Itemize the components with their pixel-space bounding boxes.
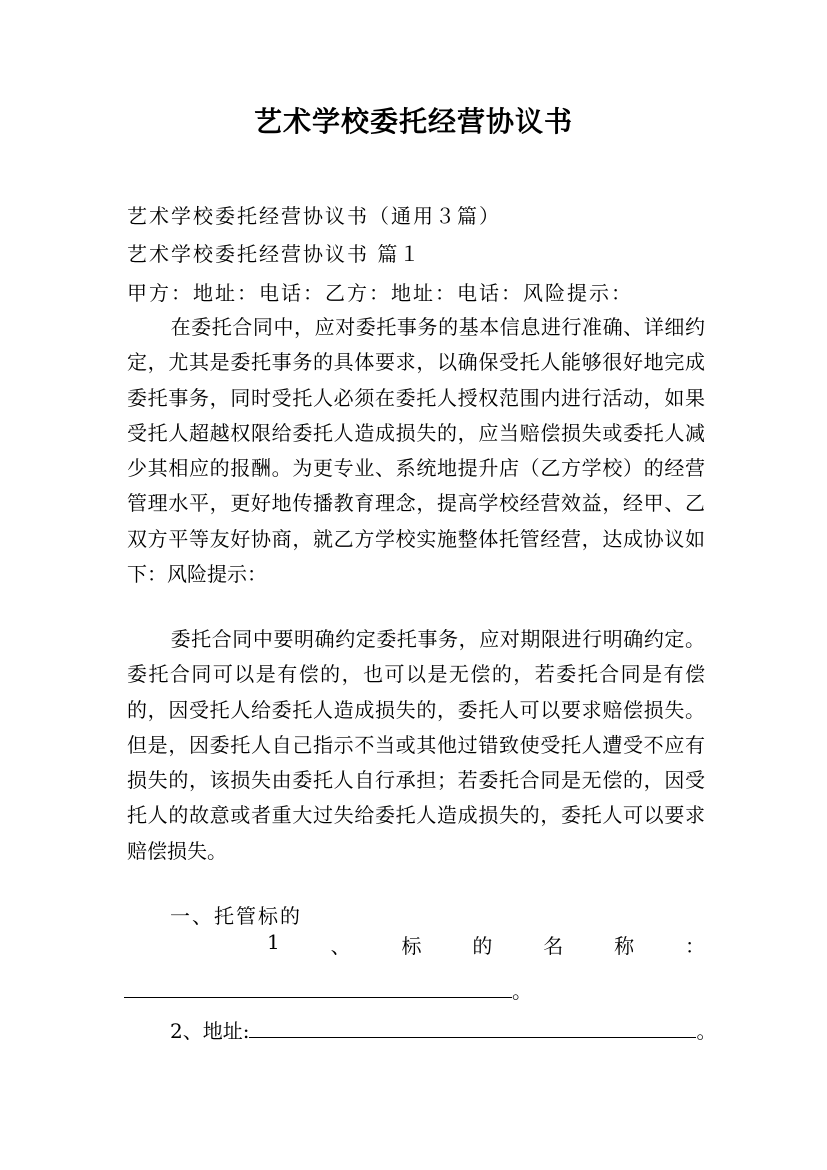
item-1-underline bbox=[124, 979, 512, 998]
document-title: 艺术学校委托经营协议书 bbox=[253, 105, 573, 138]
item-2-row bbox=[170, 1015, 716, 1044]
item-2-label: 2、地址: bbox=[170, 1019, 250, 1043]
item-2-underline bbox=[249, 1019, 696, 1038]
item-heading: 一、托管标的 bbox=[170, 904, 302, 928]
item-2-end: 。 bbox=[696, 1019, 717, 1043]
document-subtitle: 艺术学校委托经营协议书（通用３篇） bbox=[127, 204, 501, 228]
parties-line: 甲方：地址：电话：乙方：地址：电话：风险提示： bbox=[127, 281, 633, 305]
item-1-char: 称 bbox=[614, 934, 635, 958]
item-1-char: 名 bbox=[543, 934, 564, 958]
item-1-label-row bbox=[127, 930, 705, 959]
item-1-blank bbox=[124, 975, 532, 1004]
item-1-char: 、 bbox=[330, 934, 351, 958]
paragraph-1 bbox=[127, 310, 705, 592]
paragraph-1-text: 在委托合同中，应对委托事务的基本信息进行准确、详细约定，尤其是委托事务的具体要求，以确保受托人能够很好地完成委托事务，同时受托人必须在委托人授权范围内进行活动，如果受托人超越权限给委托人造成损失的，应当赔偿损失或委托人减少其相应的报酬。为更专业、系统地提升店（乙方学校）的经营管理水平，更好地传播教育理念，提高学校经营效益，经甲、乙双方平等友好协商，就乙方学校实施整体托管经营，达成协议如下：风险提示： bbox=[127, 315, 705, 587]
item-1-char: ： bbox=[684, 934, 705, 958]
item-1-char: 标 bbox=[401, 934, 422, 958]
paragraph-2-text: 委托合同中要明确约定委托事务，应对期限进行明确约定。委托合同可以是有偿的，也可以是无偿的，若委托合同是有偿的，因受托人给委托人造成损失的，委托人可以要求赔偿损失。但是，因委托人自己指示不当或其他过错致使受托人遭受不应有损失的，该损失由委托人自行承担；若委托合同是无偿的，因受托人的故意或者重大过失给委托人造成损失的，委托人可以要求赔偿损失。 bbox=[127, 627, 705, 863]
paragraph-2 bbox=[127, 622, 705, 869]
item-1-end: 。 bbox=[512, 979, 532, 1003]
section-heading: 艺术学校委托经营协议书 篇１ bbox=[127, 242, 422, 266]
item-1-char: 1 bbox=[267, 930, 280, 954]
item-1-char: 的 bbox=[472, 934, 493, 958]
